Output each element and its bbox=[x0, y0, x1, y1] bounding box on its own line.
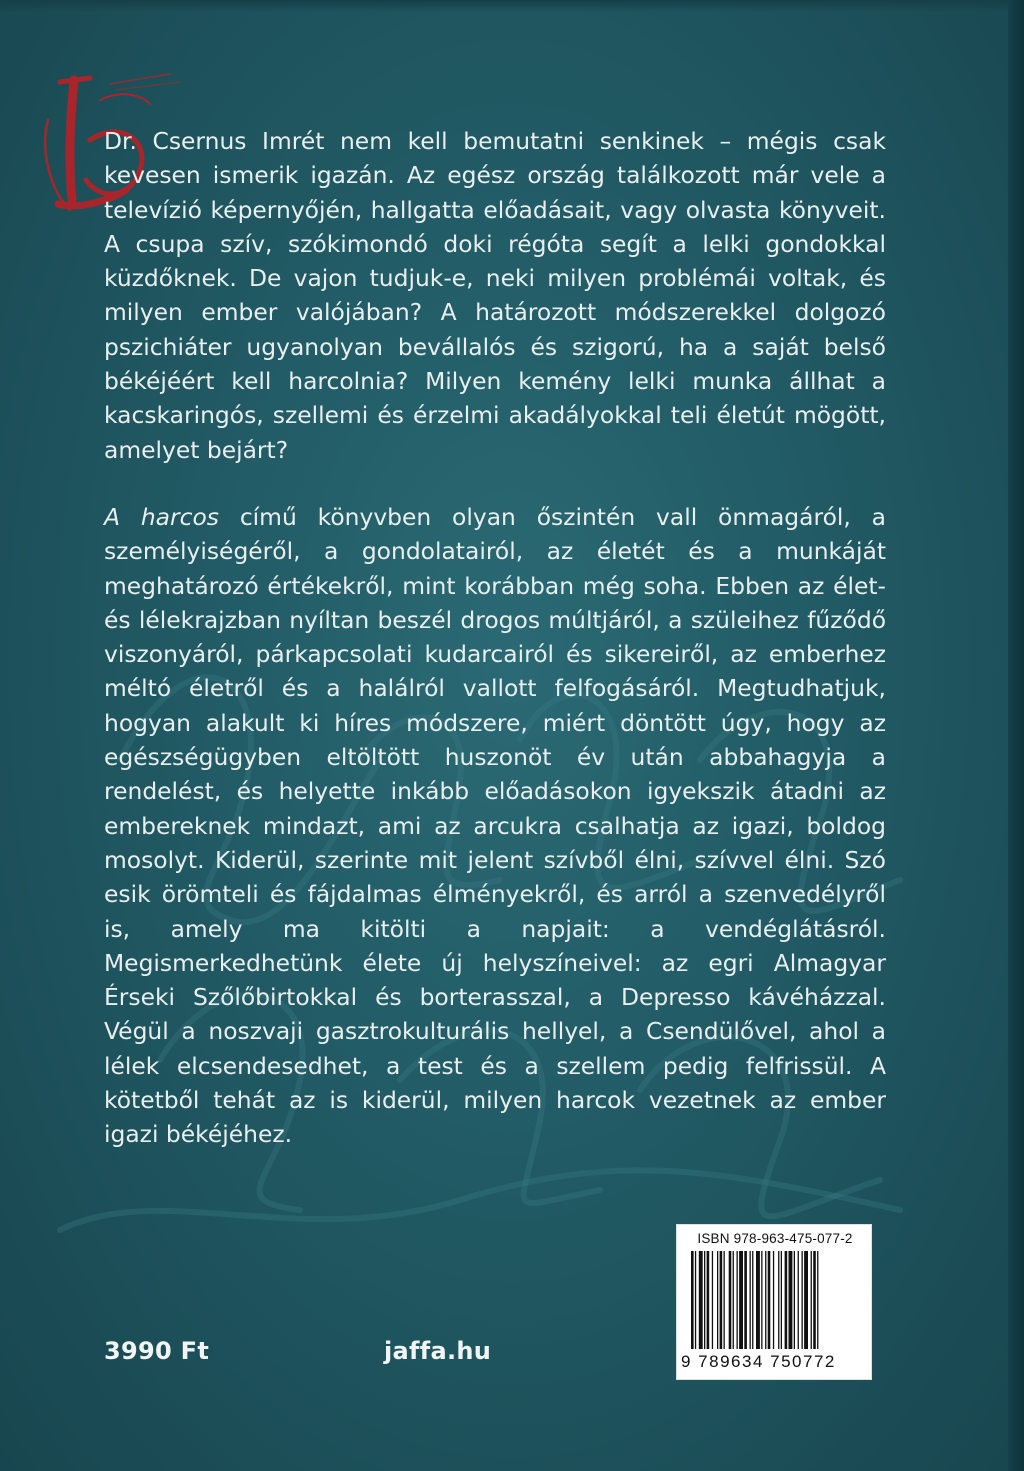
isbn-label: ISBN 978-963-475-077-2 bbox=[697, 1231, 853, 1246]
barcode-bar bbox=[720, 1251, 723, 1349]
barcode-bar bbox=[773, 1251, 774, 1349]
publisher-website: jaffa.hu bbox=[384, 1337, 492, 1365]
blurb-text bbox=[104, 124, 886, 1152]
blurb-paragraph-1: Dr. Csernus Imrét nem kell bemutatni senkinek – mégis csak kevesen ismerik igazán. Az egész ország találkozott már vele a televízió képernyőjén, hallgatta előadásait, vagy olvasta könyveit. A csupa szív, szókimondó doki régóta segít a lelki gondokkal küzdőknek. De vajon tudjuk-e, neki milyen problémái voltak, és milyen ember valójában? A határozott módszerekkel dolgozó pszichiáter ugyanolyan bevállalós és szigorú, ha a saját belső békéjéért kell harcolnia? Milyen kemény lelki munka állhat a kacskaringós, szellemi és érzelmi akadályokkal teli életút mögött, amelyet bejárt? bbox=[104, 127, 886, 464]
barcode-bar bbox=[756, 1251, 760, 1349]
barcode-bar bbox=[737, 1251, 738, 1349]
barcode-bar bbox=[789, 1251, 793, 1349]
barcode-bar bbox=[765, 1251, 766, 1349]
barcode-bar bbox=[813, 1251, 816, 1349]
barcode-bar bbox=[724, 1251, 725, 1349]
barcode-bar bbox=[750, 1251, 751, 1349]
cover-spine-edge bbox=[1008, 0, 1024, 1471]
blurb-paragraph-2-text: című könyvben olyan őszintén vall önmagáról, a személyiségéről, a gondolatairól, az életét és a munkáját meghatározó értékekről, mint korábban még soha. Ebben az élet- és lélekrajzban nyíltan beszél drogos múltjáról, a szüleihez fűződő viszonyáról, párkapcsolati kudarcairól és sikereiről, az emberhez méltó életről és a halálról vallott felfogásáról. Megtudhatjuk, hogyan alakult ki híres módszere, miért döntött úgy, hogy az egészségügyben eltöltött huszonöt év után abbahagyja a rendelést, és helyette inkább előadásokon igyekszik átadni az embereknek mindazt, ami az arcukra csalhatja az igazi, boldog mosolyt. Kiderül, szerinte mit jelent szívből élni, szívvel élni. Szó esik örömteli és fájdalmas élményekről, és arról a szenvedélyről is, amely ma kitölti a napjait: a vendéglátásról. Megismerkedhetünk élete új helyszíneivel: az egri Almagyar Érseki Szőlőbirtokkal és borterasszal, a Depresso kávéházzal. Végül a noszvaji gasztrokulturális hellyel, a Csendülővel, ahol a lélek elcsendesedhet, a test és a szellem pedig felfrissül. A kötetből tehát az is kiderül, milyen harcok vezetnek az ember igazi békéjéhez. bbox=[104, 502, 886, 1149]
barcode-bar bbox=[761, 1251, 762, 1349]
barcode-bar bbox=[794, 1251, 795, 1349]
barcode-digits: 9 789634 750772 bbox=[681, 1352, 836, 1371]
barcode-bar bbox=[785, 1251, 788, 1349]
cover-top-edge bbox=[0, 0, 1024, 12]
barcode-bar bbox=[691, 1251, 694, 1349]
barcode-bar bbox=[739, 1251, 743, 1349]
barcode-bar bbox=[707, 1251, 710, 1349]
barcode-bar bbox=[712, 1251, 713, 1349]
barcode-icon bbox=[691, 1251, 861, 1351]
barcode-bar bbox=[781, 1251, 782, 1349]
price-label: 3990 Ft bbox=[104, 1337, 210, 1365]
barcode-bar bbox=[798, 1251, 799, 1349]
book-title-italic: A harcos bbox=[104, 502, 219, 531]
barcode-bar bbox=[752, 1251, 753, 1349]
barcode-bar bbox=[804, 1251, 808, 1349]
barcode-bar bbox=[817, 1251, 818, 1349]
barcode-bar bbox=[744, 1251, 747, 1349]
barcode-bar bbox=[768, 1251, 771, 1349]
isbn-barcode-box bbox=[676, 1224, 872, 1380]
barcode-bar bbox=[802, 1251, 803, 1349]
barcode-bar bbox=[729, 1251, 732, 1349]
barcode-bar bbox=[704, 1251, 705, 1349]
blurb-paragraph-2 bbox=[104, 500, 886, 1152]
barcode-bar bbox=[695, 1251, 696, 1349]
barcode-bar bbox=[717, 1251, 718, 1349]
barcode-bar bbox=[733, 1251, 734, 1349]
barcode-bar bbox=[699, 1251, 703, 1349]
barcode-bar bbox=[778, 1251, 779, 1349]
barcode-bar bbox=[811, 1251, 812, 1349]
